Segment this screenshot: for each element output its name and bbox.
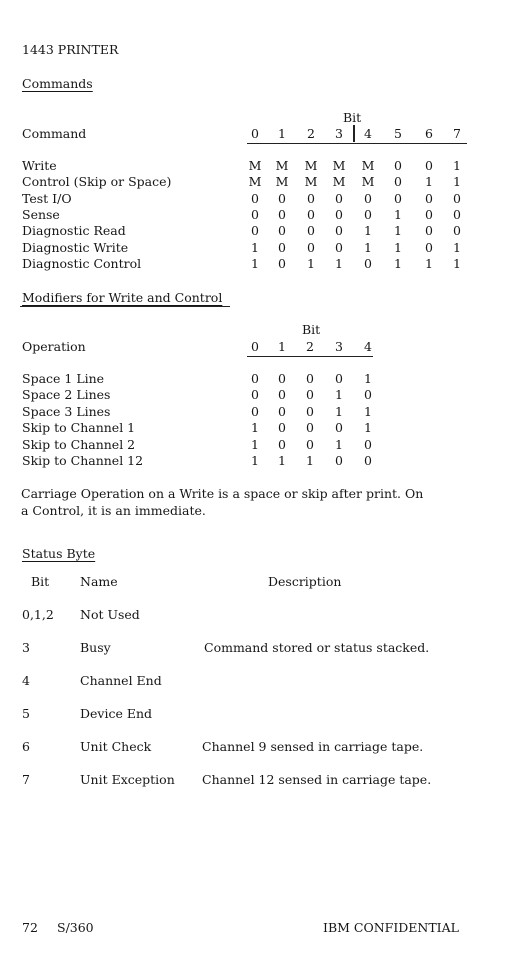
command-bit-value: 1 [453, 256, 461, 271]
carriage-note-line-2: a Control, it is an immediate. [21, 503, 206, 518]
modifiers-bit-number: 3 [335, 339, 343, 354]
modifiers-bit-number: 2 [306, 339, 314, 354]
commands-bit-label: Bit [343, 110, 362, 125]
modifiers-heading-rule [20, 306, 230, 307]
status-col-name: Name [80, 574, 118, 589]
command-bit-value: 1 [364, 223, 372, 238]
modifier-bit-value: 0 [278, 420, 286, 435]
command-bit-value: 0 [453, 191, 461, 206]
command-bit-value: 0 [425, 158, 433, 173]
modifier-bit-value: 0 [278, 387, 286, 402]
status-bit: 0,1,2 [22, 607, 54, 622]
modifier-bit-value: 0 [364, 437, 372, 452]
modifier-bit-value: 1 [364, 420, 372, 435]
command-bit-value: 0 [364, 207, 372, 222]
command-bit-value: 0 [335, 240, 343, 255]
modifiers-heading: Modifiers for Write and Control [22, 290, 223, 305]
command-bit-value: 0 [425, 191, 433, 206]
status-name: Unit Exception [80, 772, 175, 787]
modifier-bit-value: 0 [278, 437, 286, 452]
command-bit-value: 1 [394, 223, 402, 238]
command-bit-value: 1 [335, 256, 343, 271]
commands-bit-number: 1 [278, 126, 286, 141]
command-name: Sense [22, 207, 60, 222]
operation-name: Space 3 Lines [22, 404, 111, 419]
status-col-bit: Bit [31, 574, 50, 589]
commands-bit-number: 6 [425, 126, 433, 141]
command-bit-value: 0 [278, 207, 286, 222]
operation-name: Skip to Channel 12 [22, 453, 144, 468]
command-bit-value: M [248, 158, 262, 173]
command-bit-value: 0 [251, 223, 259, 238]
modifier-bit-value: 0 [306, 437, 314, 452]
command-bit-value: 1 [251, 240, 259, 255]
command-bit-value: 0 [335, 207, 343, 222]
command-bit-value: M [248, 174, 262, 189]
command-bit-value: M [332, 174, 346, 189]
status-bit: 4 [22, 673, 30, 688]
modifier-bit-value: 1 [364, 404, 372, 419]
modifier-bit-value: 0 [251, 404, 259, 419]
command-bit-value: 1 [425, 174, 433, 189]
command-bit-value: 1 [453, 174, 461, 189]
command-name: Test I/O [22, 191, 72, 206]
command-bit-value: 1 [453, 240, 461, 255]
status-name: Channel End [80, 673, 162, 688]
status-name: Busy [80, 640, 111, 655]
command-bit-value: 0 [307, 207, 315, 222]
command-bit-value: M [332, 158, 346, 173]
footer-classification: IBM CONFIDENTIAL [323, 920, 459, 935]
modifiers-bit-number: 4 [364, 339, 372, 354]
command-bit-value: 0 [251, 191, 259, 206]
command-bit-value: M [361, 158, 375, 173]
command-name: Diagnostic Write [22, 240, 129, 255]
page-title: 1443 PRINTER [22, 42, 119, 57]
command-bit-value: 0 [425, 223, 433, 238]
modifier-bit-value: 0 [364, 387, 372, 402]
commands-column-header: Command [22, 126, 87, 141]
commands-bit-number: 7 [453, 126, 461, 141]
command-bit-value: M [304, 158, 318, 173]
status-description: Channel 9 sensed in carriage tape. [202, 739, 424, 754]
command-name: Diagnostic Control [22, 256, 142, 271]
status-col-description: Description [268, 574, 342, 589]
command-bit-value: 0 [453, 207, 461, 222]
command-bit-value: M [275, 174, 289, 189]
modifier-bit-value: 1 [364, 371, 372, 386]
command-bit-value: 0 [307, 240, 315, 255]
command-name: Write [22, 158, 57, 173]
command-bit-value: 1 [364, 240, 372, 255]
modifier-bit-value: 1 [251, 437, 259, 452]
command-bit-value: 1 [394, 240, 402, 255]
command-bit-value: 0 [425, 240, 433, 255]
commands-bit-divider [353, 125, 355, 142]
modifier-bit-value: 0 [251, 371, 259, 386]
command-bit-value: 0 [335, 223, 343, 238]
commands-heading: Commands [22, 76, 93, 91]
command-bit-value: 0 [278, 240, 286, 255]
command-bit-value: 1 [307, 256, 315, 271]
modifiers-header-rule [247, 356, 373, 357]
status-name: Device End [80, 706, 153, 721]
status-bit: 7 [22, 772, 30, 787]
modifier-bit-value: 1 [335, 387, 343, 402]
commands-bit-number: 4 [364, 126, 372, 141]
carriage-note-line-1: Carriage Operation on a Write is a space or skip after print. On [21, 486, 424, 501]
modifiers-column-header: Operation [22, 339, 86, 354]
modifier-bit-value: 1 [335, 404, 343, 419]
command-bit-value: 0 [394, 191, 402, 206]
status-bit: 6 [22, 739, 30, 754]
command-bit-value: 0 [335, 191, 343, 206]
command-bit-value: 1 [251, 256, 259, 271]
command-name: Diagnostic Read [22, 223, 126, 238]
footer-series: S/360 [57, 920, 94, 935]
command-bit-value: 0 [453, 223, 461, 238]
command-bit-value: 0 [278, 191, 286, 206]
command-bit-value: 1 [453, 158, 461, 173]
status-name: Not Used [80, 607, 140, 622]
modifiers-bit-number: 1 [278, 339, 286, 354]
modifier-bit-value: 0 [278, 404, 286, 419]
commands-header-rule [247, 143, 467, 144]
command-bit-value: M [275, 158, 289, 173]
commands-bit-number: 0 [251, 126, 259, 141]
operation-name: Space 1 Line [22, 371, 105, 386]
status-description: Channel 12 sensed in carriage tape. [202, 772, 432, 787]
command-name: Control (Skip or Space) [22, 174, 172, 189]
modifiers-bit-label: Bit [302, 322, 321, 337]
status-bit: 3 [22, 640, 30, 655]
status-name: Unit Check [80, 739, 152, 754]
command-bit-value: 0 [364, 191, 372, 206]
command-bit-value: 1 [394, 256, 402, 271]
modifier-bit-value: 0 [306, 387, 314, 402]
status-bit: 5 [22, 706, 30, 721]
command-bit-value: 0 [307, 223, 315, 238]
modifiers-bit-number: 0 [251, 339, 259, 354]
modifier-bit-value: 1 [278, 453, 286, 468]
footer-page-number: 72 [22, 920, 38, 935]
command-bit-value: 0 [394, 158, 402, 173]
modifier-bit-value: 1 [306, 453, 314, 468]
modifier-bit-value: 0 [335, 371, 343, 386]
command-bit-value: M [304, 174, 318, 189]
modifier-bit-value: 0 [278, 371, 286, 386]
commands-bit-number: 2 [307, 126, 315, 141]
modifier-bit-value: 1 [335, 437, 343, 452]
modifier-bit-value: 0 [306, 420, 314, 435]
command-bit-value: 0 [251, 207, 259, 222]
operation-name: Skip to Channel 1 [22, 420, 136, 435]
modifier-bit-value: 1 [251, 453, 259, 468]
command-bit-value: 0 [364, 256, 372, 271]
command-bit-value: 1 [425, 256, 433, 271]
command-bit-value: M [361, 174, 375, 189]
command-bit-value: 0 [278, 223, 286, 238]
operation-name: Skip to Channel 2 [22, 437, 136, 452]
commands-bit-number: 5 [394, 126, 402, 141]
modifier-bit-value: 0 [335, 453, 343, 468]
command-bit-value: 0 [425, 207, 433, 222]
operation-name: Space 2 Lines [22, 387, 111, 402]
command-bit-value: 1 [394, 207, 402, 222]
modifier-bit-value: 0 [306, 371, 314, 386]
status-byte-heading: Status Byte [22, 546, 96, 561]
modifier-bit-value: 1 [251, 420, 259, 435]
modifier-bit-value: 0 [306, 404, 314, 419]
modifier-bit-value: 0 [335, 420, 343, 435]
modifier-bit-value: 0 [364, 453, 372, 468]
command-bit-value: 0 [307, 191, 315, 206]
status-description: Command stored or status stacked. [204, 640, 430, 655]
commands-bit-number: 3 [335, 126, 343, 141]
command-bit-value: 0 [278, 256, 286, 271]
command-bit-value: 0 [394, 174, 402, 189]
modifier-bit-value: 0 [251, 387, 259, 402]
